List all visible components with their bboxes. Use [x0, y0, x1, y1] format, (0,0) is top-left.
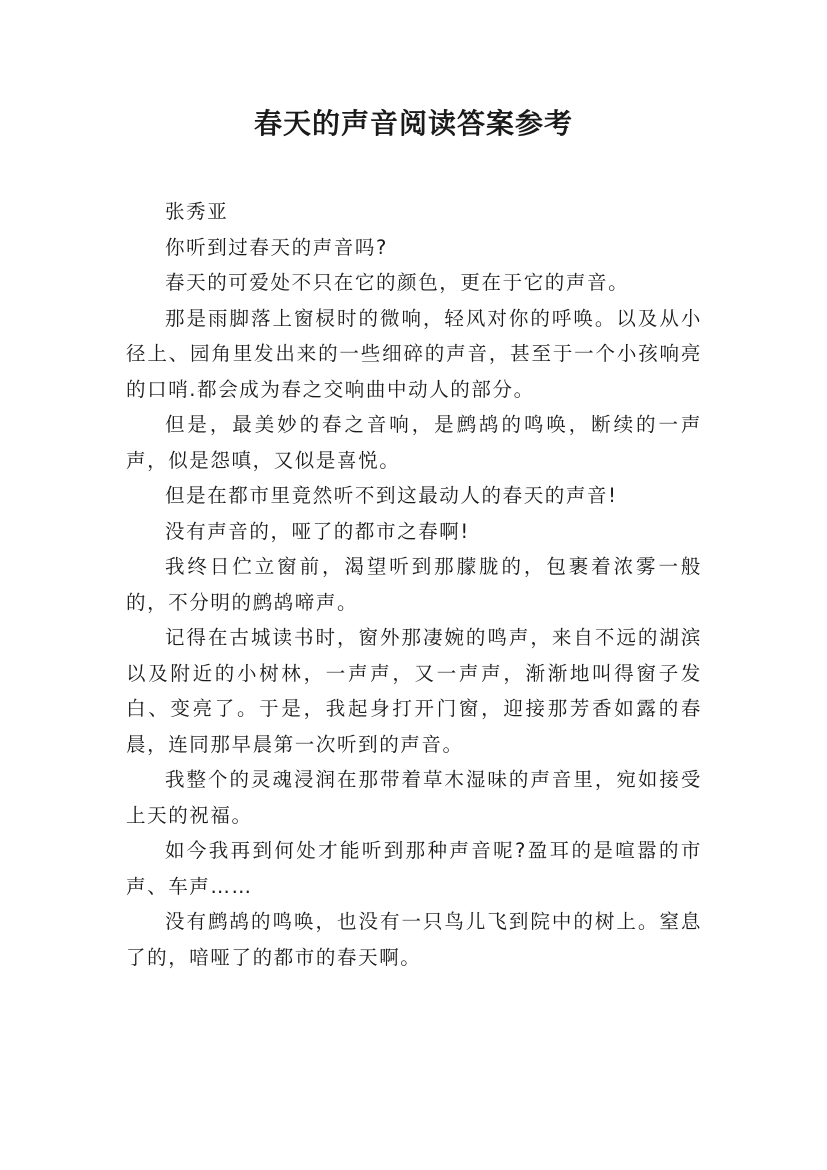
paragraph: 没有声音的，哑了的都市之春啊! [165, 519, 470, 543]
paragraph: 我终日伫立窗前，渴望听到那朦胧的，包裹着浓雾一般的，不分明的鹧鸪啼声。 [126, 555, 702, 614]
paragraph: 你听到过春天的声音吗? [165, 235, 388, 259]
paragraph: 那是雨脚落上窗棂时的微响，轻风对你的呼唤。以及从小径上、园角里发出来的一些细碎的声音，甚至于一个小孩响亮的口哨.都会成为春之交响曲中动人的部分。 [126, 306, 702, 401]
paragraph: 春天的可爱处不只在它的颜色，更在于它的声音。 [165, 271, 630, 294]
document-title: 春天的声音阅读答案参考 [253, 107, 573, 140]
paragraph: 但是在都市里竟然听不到这最动人的春天的声音! [165, 484, 618, 507]
paragraph: 记得在古城读书时，窗外那凄婉的鸣声，来自不远的湖滨以及附近的小树林，一声声，又一声声，渐渐地叫得窗子发白、变亮了。于是，我起身打开门窗，迎接那芳香如露的春晨，连同那早晨第一次听到的声音。 [126, 626, 702, 756]
paragraph: 没有鹧鸪的鸣唤，也没有一只鸟儿飞到院中的树上。窒息了的，喑哑了的都市的春天啊。 [126, 910, 702, 969]
author-line: 张秀亚 [165, 200, 229, 223]
paragraph: 如今我再到何处才能听到那种声音呢?盈耳的是喧嚣的市声、车声…… [126, 839, 702, 898]
paragraph: 但是，最美妙的春之音响，是鹧鸪的鸣唤，断续的一声声，似是怨嗔，又似是喜悦。 [126, 413, 702, 472]
article-body [126, 194, 702, 975]
paragraph: 我整个的灵魂浸润在那带着草木湿味的声音里，宛如接受上天的祝福。 [126, 768, 702, 827]
